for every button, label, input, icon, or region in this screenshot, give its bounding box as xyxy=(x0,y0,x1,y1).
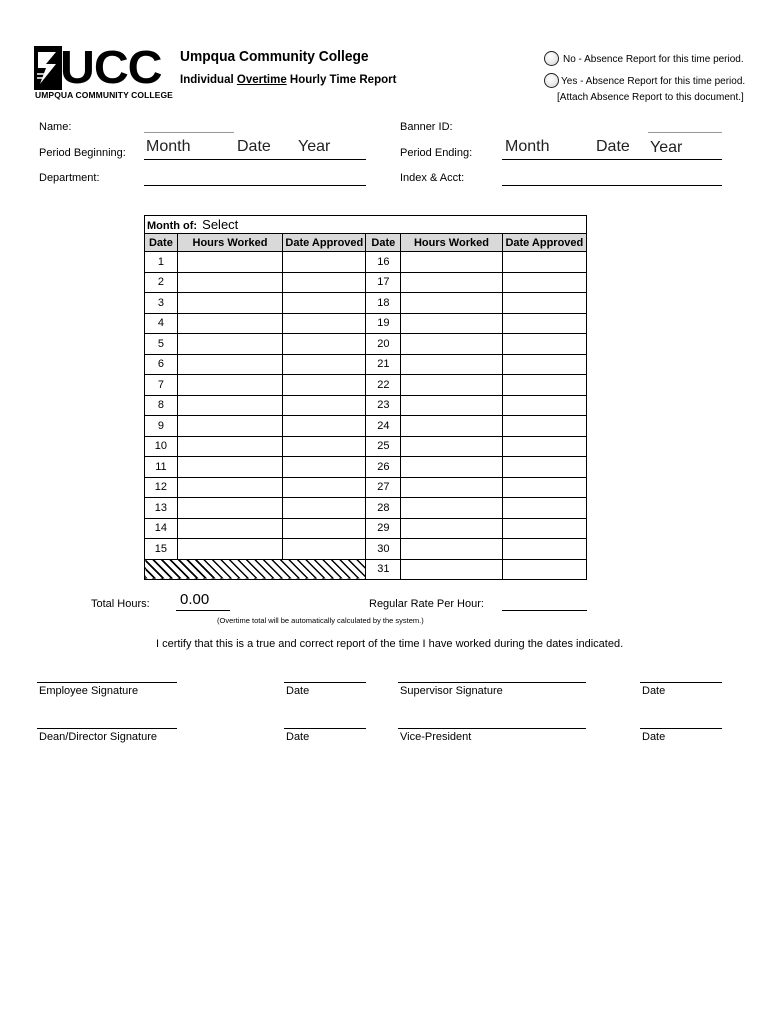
hours-worked-left-cell[interactable] xyxy=(177,477,282,498)
date-approved-right-cell[interactable] xyxy=(502,518,586,539)
table-row xyxy=(145,416,587,437)
no-absence-label: No - Absence Report for this time period. xyxy=(563,54,744,65)
report-title-emphasis: Overtime xyxy=(236,74,287,86)
day-left-cell: 10 xyxy=(145,436,178,457)
total-hours-line xyxy=(176,610,230,611)
hours-worked-left-cell[interactable] xyxy=(177,293,282,314)
hours-worked-left-cell[interactable] xyxy=(177,334,282,355)
date1-line[interactable] xyxy=(284,682,366,683)
index-acct-field[interactable] xyxy=(502,185,722,186)
hours-worked-left-cell[interactable] xyxy=(177,518,282,539)
date-approved-right-cell[interactable] xyxy=(502,498,586,519)
hours-worked-right-cell[interactable] xyxy=(401,395,503,416)
day-left-cell: 4 xyxy=(145,313,178,334)
logo-subtitle: UMPQUA COMMUNITY COLLEGE xyxy=(35,90,173,100)
begin-year-select[interactable]: Year xyxy=(298,138,331,155)
month-of-cell xyxy=(145,216,587,234)
hours-worked-right-cell[interactable] xyxy=(401,416,503,437)
date-approved-left-cell[interactable] xyxy=(283,436,366,457)
date4-line[interactable] xyxy=(640,728,722,729)
report-title-suffix: Hourly Time Report xyxy=(286,74,397,86)
report-title xyxy=(180,74,396,86)
name-field[interactable] xyxy=(144,132,234,133)
hours-worked-right-cell[interactable] xyxy=(401,436,503,457)
table-row xyxy=(145,436,587,457)
dean-signature-line[interactable] xyxy=(37,728,177,729)
banner-id-label: Banner ID: xyxy=(400,121,453,133)
employee-signature-line[interactable] xyxy=(37,682,177,683)
yes-absence-label: Yes - Absence Report for this time period. xyxy=(561,76,746,87)
hours-worked-right-cell[interactable] xyxy=(401,354,503,375)
dean-signature-label: Dean/Director Signature xyxy=(39,731,158,743)
month-of-select[interactable]: Select xyxy=(202,217,239,232)
hours-worked-left-cell[interactable] xyxy=(177,375,282,396)
end-year-select[interactable]: Year xyxy=(650,139,683,156)
hours-worked-right-cell[interactable] xyxy=(401,293,503,314)
hours-worked-right-cell[interactable] xyxy=(401,539,503,560)
department-field[interactable] xyxy=(144,185,366,186)
date3-label: Date xyxy=(286,731,310,743)
table-row xyxy=(145,457,587,478)
begin-month-select[interactable]: Month xyxy=(146,138,191,155)
day-right-cell: 29 xyxy=(366,518,401,539)
day-left-cell: 14 xyxy=(145,518,178,539)
day-left-cell: 2 xyxy=(145,272,178,293)
hours-worked-left-cell[interactable] xyxy=(177,498,282,519)
employee-signature-label: Employee Signature xyxy=(39,685,139,697)
day-left-cell: 13 xyxy=(145,498,178,519)
date-approved-left-cell[interactable] xyxy=(283,252,366,273)
period-ending-label: Period Ending: xyxy=(400,147,473,159)
date-approved-left-cell[interactable] xyxy=(283,375,366,396)
hours-worked-right-cell[interactable] xyxy=(401,272,503,293)
index-acct-label: Index & Acct: xyxy=(400,172,465,184)
table-row xyxy=(145,539,587,560)
day-left-cell: 3 xyxy=(145,293,178,314)
day-left-cell: 1 xyxy=(145,252,178,273)
hours-worked-left-cell[interactable] xyxy=(177,354,282,375)
day-right-cell: 25 xyxy=(366,436,401,457)
day-left-cell: 12 xyxy=(145,477,178,498)
day-right-cell: 18 xyxy=(366,293,401,314)
header-hours-left: Hours Worked xyxy=(177,234,282,252)
table-row xyxy=(145,375,587,396)
regular-rate-label: Regular Rate Per Hour: xyxy=(369,598,484,610)
header-approved-left: Date Approved xyxy=(283,234,366,252)
date-approved-right-cell[interactable] xyxy=(502,334,586,355)
period-ending-line xyxy=(502,159,722,160)
banner-id-field[interactable] xyxy=(648,132,722,133)
hours-worked-right-cell[interactable] xyxy=(401,457,503,478)
day-right-cell: 30 xyxy=(366,539,401,560)
table-row xyxy=(145,559,587,580)
month-of-label: Month of: xyxy=(147,220,198,232)
table-row xyxy=(145,498,587,519)
attach-note: [Attach Absence Report to this document.] xyxy=(557,92,744,103)
table-header-row xyxy=(145,234,587,252)
total-hours-value: 0.00 xyxy=(180,591,210,608)
date-approved-right-cell[interactable] xyxy=(502,457,586,478)
hours-worked-left-cell[interactable] xyxy=(177,539,282,560)
date-approved-left-cell[interactable] xyxy=(283,313,366,334)
date-approved-right-cell[interactable] xyxy=(502,477,586,498)
day-right-cell: 26 xyxy=(366,457,401,478)
day-right-cell: 19 xyxy=(366,313,401,334)
date-approved-left-cell[interactable] xyxy=(283,498,366,519)
overtime-table xyxy=(144,215,587,580)
hours-worked-right-cell[interactable] xyxy=(401,498,503,519)
hours-worked-left-cell[interactable] xyxy=(177,313,282,334)
table-row xyxy=(145,354,587,375)
logo-letters: UCC xyxy=(60,41,162,93)
date-approved-left-cell[interactable] xyxy=(283,416,366,437)
date-approved-right-cell[interactable] xyxy=(502,293,586,314)
header-date-left: Date xyxy=(145,234,178,252)
supervisor-signature-line[interactable] xyxy=(398,682,586,683)
day-right-cell: 21 xyxy=(366,354,401,375)
lightning-logo-icon xyxy=(34,46,62,90)
date-approved-left-cell[interactable] xyxy=(283,518,366,539)
date3-line[interactable] xyxy=(284,728,366,729)
hours-worked-right-cell[interactable] xyxy=(401,313,503,334)
day-right-cell: 16 xyxy=(366,252,401,273)
day-left-cell: 8 xyxy=(145,395,178,416)
header-date-right: Date xyxy=(366,234,401,252)
hatched-unused-cell xyxy=(145,559,366,580)
table-row xyxy=(145,518,587,539)
day-left-cell: 11 xyxy=(145,457,178,478)
report-title-prefix: Individual xyxy=(180,74,237,86)
hours-worked-left-cell[interactable] xyxy=(177,395,282,416)
date2-label: Date xyxy=(642,685,666,697)
no-absence-radio[interactable] xyxy=(544,51,559,66)
month-of-row xyxy=(145,216,587,234)
yes-absence-radio[interactable] xyxy=(544,73,559,88)
date-approved-right-cell[interactable] xyxy=(502,375,586,396)
hours-worked-right-cell[interactable] xyxy=(401,559,503,580)
total-hours-label: Total Hours: xyxy=(91,598,150,610)
hours-worked-right-cell[interactable] xyxy=(401,518,503,539)
date-approved-right-cell[interactable] xyxy=(502,272,586,293)
date-approved-right-cell[interactable] xyxy=(502,354,586,375)
day-right-cell: 28 xyxy=(366,498,401,519)
table-row xyxy=(145,477,587,498)
date-approved-left-cell[interactable] xyxy=(283,539,366,560)
date-approved-left-cell[interactable] xyxy=(283,395,366,416)
hours-worked-right-cell[interactable] xyxy=(401,334,503,355)
date-approved-right-cell[interactable] xyxy=(502,313,586,334)
table-row xyxy=(145,334,587,355)
header-approved-right: Date Approved xyxy=(502,234,586,252)
date-approved-left-cell[interactable] xyxy=(283,354,366,375)
day-right-cell: 22 xyxy=(366,375,401,396)
date-approved-left-cell[interactable] xyxy=(283,477,366,498)
day-left-cell: 6 xyxy=(145,354,178,375)
date-approved-right-cell[interactable] xyxy=(502,559,586,580)
name-label: Name: xyxy=(39,121,72,133)
hours-worked-right-cell[interactable] xyxy=(401,252,503,273)
regular-rate-field[interactable] xyxy=(502,610,587,611)
date-approved-right-cell[interactable] xyxy=(502,395,586,416)
end-month-select[interactable]: Month xyxy=(505,138,550,155)
date-approved-left-cell[interactable] xyxy=(283,272,366,293)
vp-signature-line[interactable] xyxy=(398,728,586,729)
hours-worked-left-cell[interactable] xyxy=(177,457,282,478)
hours-worked-left-cell[interactable] xyxy=(177,436,282,457)
date-approved-right-cell[interactable] xyxy=(502,416,586,437)
day-right-cell: 23 xyxy=(366,395,401,416)
vp-signature-label: Vice-President xyxy=(400,731,472,743)
date-approved-left-cell[interactable] xyxy=(283,293,366,314)
date2-line[interactable] xyxy=(640,682,722,683)
day-right-cell: 27 xyxy=(366,477,401,498)
date-approved-left-cell[interactable] xyxy=(283,457,366,478)
date-approved-left-cell[interactable] xyxy=(283,334,366,355)
day-left-cell: 7 xyxy=(145,375,178,396)
day-right-cell: 17 xyxy=(366,272,401,293)
day-right-cell: 20 xyxy=(366,334,401,355)
begin-date-select[interactable]: Date xyxy=(237,138,271,155)
hours-worked-right-cell[interactable] xyxy=(401,477,503,498)
hours-worked-right-cell[interactable] xyxy=(401,375,503,396)
header-hours-right: Hours Worked xyxy=(401,234,503,252)
day-right-cell: 24 xyxy=(366,416,401,437)
day-left-cell: 9 xyxy=(145,416,178,437)
day-left-cell: 15 xyxy=(145,539,178,560)
college-title: Umpqua Community College xyxy=(180,48,369,65)
table-row xyxy=(145,293,587,314)
table-row xyxy=(145,313,587,334)
date4-label: Date xyxy=(642,731,666,743)
hours-worked-left-cell[interactable] xyxy=(177,416,282,437)
date-approved-right-cell[interactable] xyxy=(502,252,586,273)
day-left-cell: 5 xyxy=(145,334,178,355)
certification-text: I certify that this is a true and correct report of the time I have worked during the dates indicated. xyxy=(156,638,624,650)
table-row xyxy=(145,252,587,273)
date1-label: Date xyxy=(286,685,310,697)
supervisor-signature-label: Supervisor Signature xyxy=(400,685,503,697)
period-beginning-line xyxy=(144,159,366,160)
table-row xyxy=(145,395,587,416)
day-right-cell: 31 xyxy=(366,559,401,580)
date-approved-right-cell[interactable] xyxy=(502,539,586,560)
date-approved-right-cell[interactable] xyxy=(502,436,586,457)
hours-worked-left-cell[interactable] xyxy=(177,252,282,273)
hours-worked-left-cell[interactable] xyxy=(177,272,282,293)
department-label: Department: xyxy=(39,172,100,184)
overtime-note: (Overtime total will be automatically calculated by the system.) xyxy=(217,616,424,625)
table-row xyxy=(145,272,587,293)
end-date-select[interactable]: Date xyxy=(596,138,630,155)
period-beginning-label: Period Beginning: xyxy=(39,147,126,159)
